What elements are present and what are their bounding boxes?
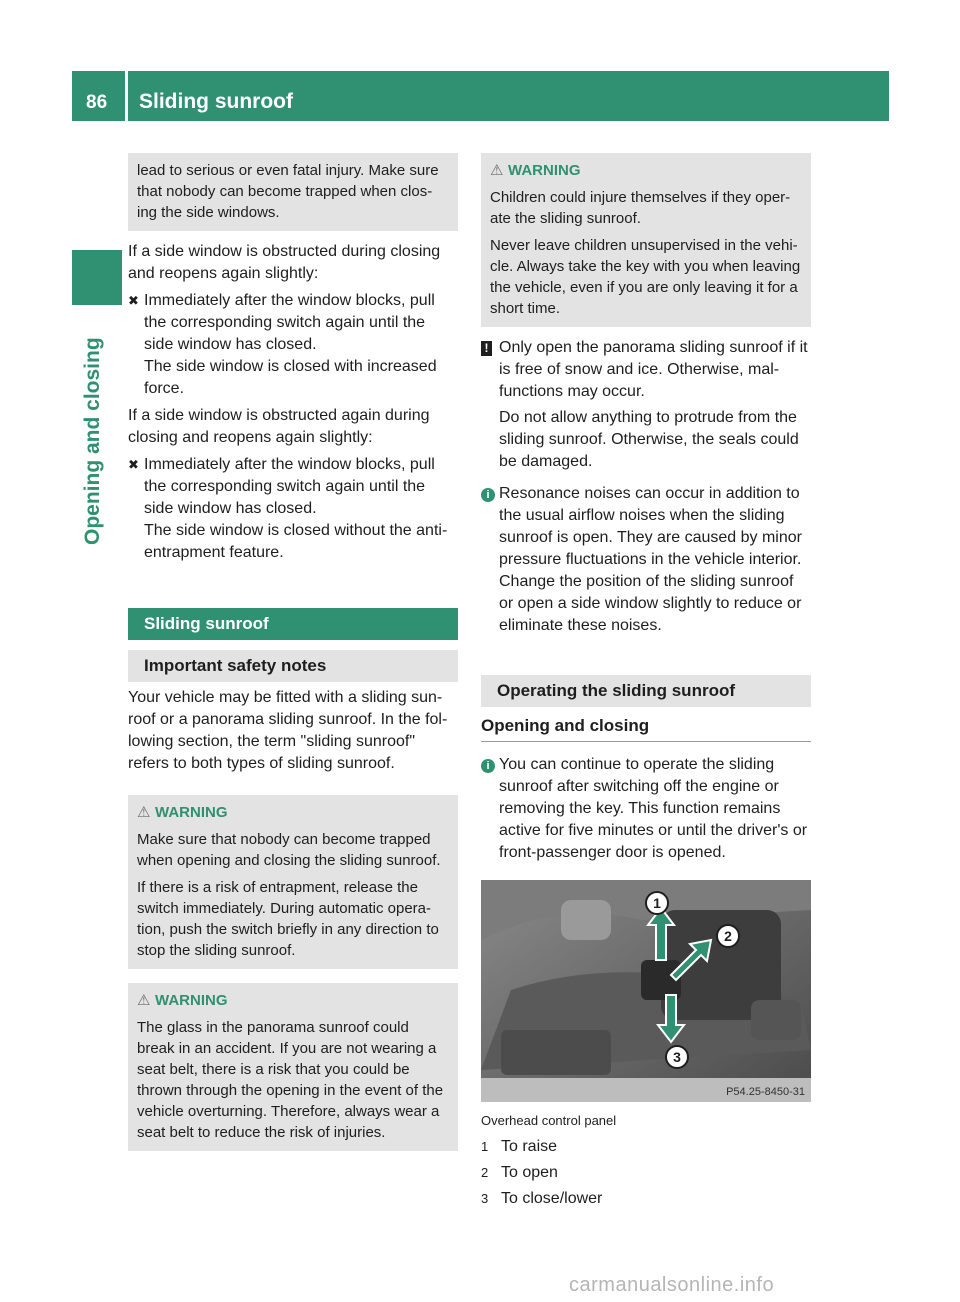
step-result: The side window is closed without the anti-entrapment feature. <box>144 522 448 561</box>
legend-item <box>481 1136 811 1158</box>
figure-legend <box>481 1136 811 1210</box>
warning-text: Make sure that nobody can become trapped when opening and closing the sliding sunroof. <box>137 831 441 869</box>
warning-text: The glass in the panorama sunroof could break in an accident. If you are not wearing a seat belt, there is a risk that you could be thrown through the opening in the event of the vehicle overturning. Therefore, always wear a seat belt to reduce the risk of injuries. <box>137 1019 444 1141</box>
warning-continued-text: lead to serious or even fatal injury. Make sure that nobody can become trapped when clos-ing the side windows. <box>137 162 439 221</box>
step-arrow-icon: ✖ <box>128 293 139 308</box>
subheading: Opening and closing <box>481 715 811 742</box>
warning-label: WARNING <box>155 992 228 1009</box>
warning-triangle-icon: ⚠ <box>137 992 151 1009</box>
step-text: Immediately after the window blocks, pull the corresponding switch again until the side window has closed. <box>144 292 435 353</box>
info-icon: i <box>481 759 495 773</box>
side-tab-block <box>72 250 122 305</box>
caution-note <box>481 337 811 473</box>
paragraph: If a side window is obstructed again during closing and reopens again slightly: <box>128 407 430 446</box>
warning-heading <box>490 160 803 181</box>
warning-box <box>481 153 811 327</box>
info-text: Resonance noises can occur in addition to the usual airflow noises when the sliding sunroof is open. They are caused by minor pressure fluctuations in the vehicle interior. Change the position of the sliding sunroof or open a side window slightly to reduce or eliminate these noises. <box>499 485 802 634</box>
paragraph: If a side window is obstructed during closing and reopens again slightly: <box>128 243 441 282</box>
step-text: Immediately after the window blocks, pull the corresponding switch again until the side window has closed. <box>144 456 435 517</box>
warning-triangle-icon: ⚠ <box>137 804 151 821</box>
watermark: carmanualsonline.info <box>569 1274 775 1296</box>
note-text: Do not allow anything to protrude from the sliding sunroof. Otherwise, the seals could be damaged. <box>499 409 799 470</box>
info-note <box>481 754 811 864</box>
warning-text: Children could injure themselves if they oper-ate the sliding sunroof. <box>490 189 791 227</box>
left-column <box>128 153 458 1151</box>
overhead-control-panel-photo <box>481 880 811 1102</box>
page-number: 86 <box>86 92 108 113</box>
page-title: Sliding sunroof <box>139 90 293 113</box>
info-icon: i <box>481 488 495 502</box>
legend-text: To open <box>501 1164 558 1181</box>
figure-caption: Overhead control panel <box>481 1113 617 1128</box>
legend-number: 2 <box>481 1165 489 1180</box>
intro-paragraph: Your vehicle may be fitted with a sliding sun-roof or a panorama sliding sunroof. In the fol-lowing section, the term "sliding sunroof" refers to both types of sliding sunroof. <box>128 689 448 772</box>
legend-number: 1 <box>481 1139 489 1154</box>
info-text: You can continue to operate the sliding sunroof after switching off the engine or removing the key. This function remains active for five minutes or until the driver's or front-passenger door is opened. <box>499 756 808 861</box>
legend-text: To close/lower <box>501 1190 603 1207</box>
callout-1-label: 1 <box>653 895 661 911</box>
warning-text: Never leave children unsupervised in the vehi-cle. Always take the key with you when leaving the vehicle, even if you are only leaving it for a short time. <box>490 237 801 317</box>
exclamation-icon: ! <box>481 341 492 356</box>
section-heading: Operating the sliding sunroof <box>481 675 811 707</box>
warning-box <box>128 983 458 1151</box>
warning-box <box>128 795 458 969</box>
note-text: Only open the panorama sliding sunroof if it is free of snow and ice. Otherwise, mal-functions may occur. <box>499 339 808 400</box>
warning-label: WARNING <box>508 162 581 179</box>
step-arrow-icon: ✖ <box>128 457 139 472</box>
callout-3-label: 3 <box>673 1049 681 1065</box>
step-result: The side window is closed with increased force. <box>144 358 437 397</box>
info-note <box>481 483 811 637</box>
instruction-step <box>128 290 458 400</box>
chapter-side-label: Opening and closing <box>81 337 104 545</box>
instruction-step <box>128 454 458 564</box>
right-column <box>481 153 811 1210</box>
warning-heading <box>137 802 450 823</box>
warning-box-continued <box>128 153 458 231</box>
warning-triangle-icon: ⚠ <box>490 162 504 179</box>
warning-text: If there is a risk of entrapment, release the switch immediately. During automatic opera-tion, push the switch briefly in any direction to stop the sliding sunroof. <box>137 879 439 959</box>
legend-item <box>481 1162 811 1184</box>
warning-heading <box>137 990 450 1011</box>
legend-item <box>481 1188 811 1210</box>
legend-number: 3 <box>481 1191 489 1206</box>
warning-label: WARNING <box>155 804 228 821</box>
section-heading: Sliding sunroof <box>128 608 458 640</box>
panel-illustration <box>481 880 811 1102</box>
figure-code: P54.25-8450-31 <box>726 1086 805 1098</box>
callout-2-label: 2 <box>724 928 732 944</box>
header-divider <box>125 71 128 121</box>
legend-text: To raise <box>501 1138 558 1155</box>
subsection-heading: Important safety notes <box>128 650 458 682</box>
